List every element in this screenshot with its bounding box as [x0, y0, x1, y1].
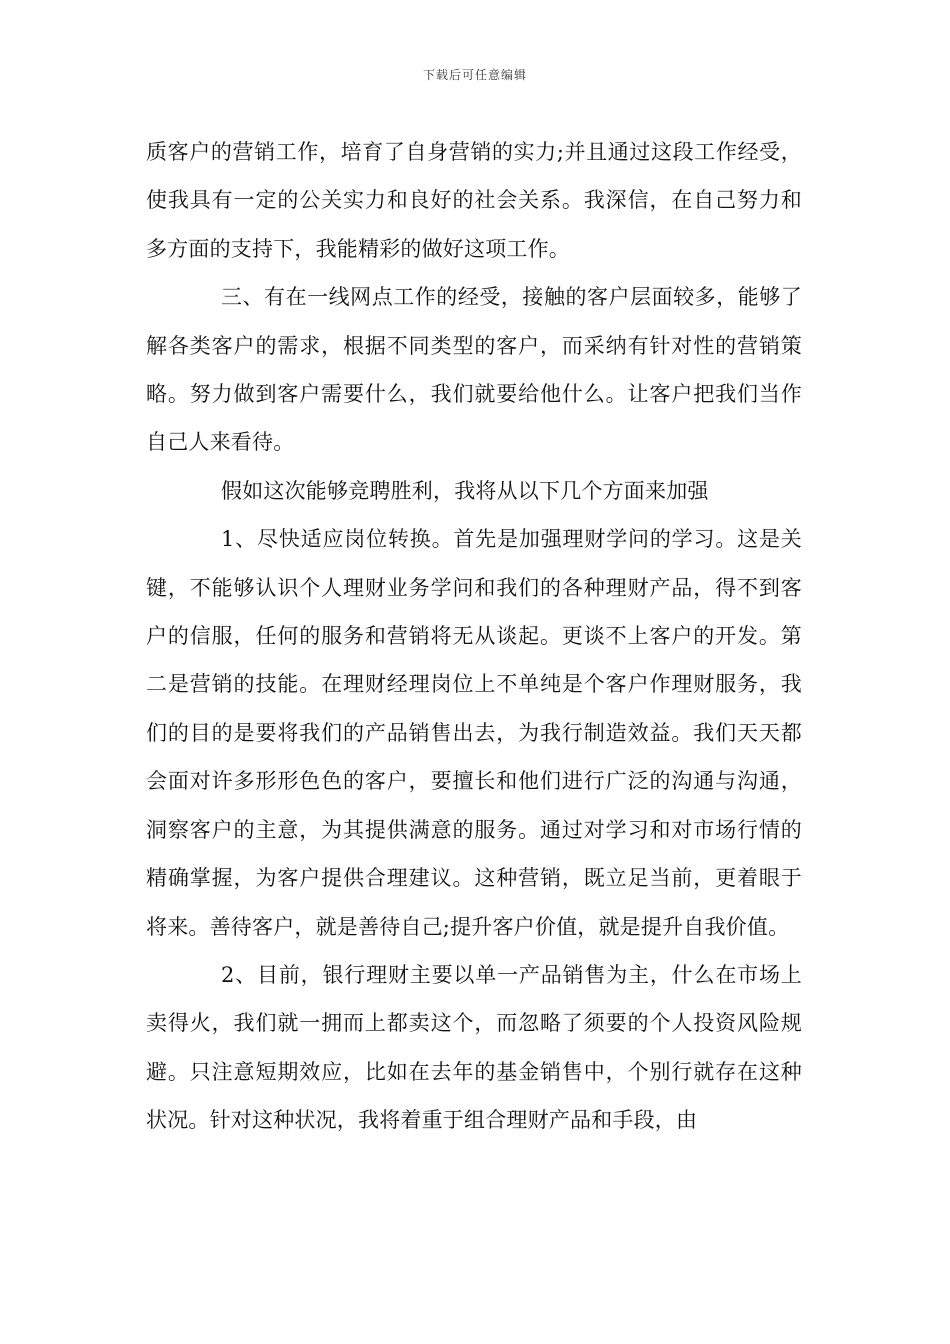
paragraph-point-three: 三、有在一线网点工作的经受，接触的客户层面较多，能够了解各类客户的需求，根据不同类型的客户，而采纳有针对性的营销策略。努力做到客户需要什么，我们就要给他什么。让客户把我们当作自己人来看待。 [146, 285, 802, 455]
document-body [146, 128, 802, 1145]
paragraph-intro-plan: 假如这次能够竞聘胜利，我将从以下几个方面来加强 [221, 478, 709, 503]
paragraph-item-two: 2、目前，银行理财主要以单一产品销售为主，什么在市场上卖得火，我们就一拥而上都卖这个，而忽略了须要的个人投资风险规避。只注意短期效应，比如在去年的基金销售中，个别行就存在这种状况。针对这种状况，我将着重于组合理财产品和手段，由 [146, 962, 802, 1133]
paragraph-continuation: 质客户的营销工作，培育了自身营销的实力;并且通过这段工作经受，使我具有一定的公关实力和良好的社会关系。我深信，在自己努力和多方面的支持下，我能精彩的做好这项工作。 [146, 140, 802, 261]
paragraph-item-one: 1、尽快适应岗位转换。首先是加强理财学问的学习。这是关键，不能够认识个人理财业务学问和我们的各种理财产品，得不到客户的信服，任何的服务和营销将无从谈起。更谈不上客户的开发。第二是营销的技能。在理财经理岗位上不单纯是个客户作理财服务，我们的目的是要将我们的产品销售出去，为我行制造效益。我们天天都会面对许多形形色色的客户，要擅长和他们进行广泛的沟通与沟通，洞察客户的主意，为其提供满意的服务。通过对学习和对市场行情的精确掌握，为客户提供合理建议。这种营销，既立足当前，更着眼于将来。善待客户，就是善待自己;提升客户价值，就是提升自我价值。 [146, 527, 802, 939]
page-header-note: 下载后可任意编辑 [422, 68, 527, 82]
